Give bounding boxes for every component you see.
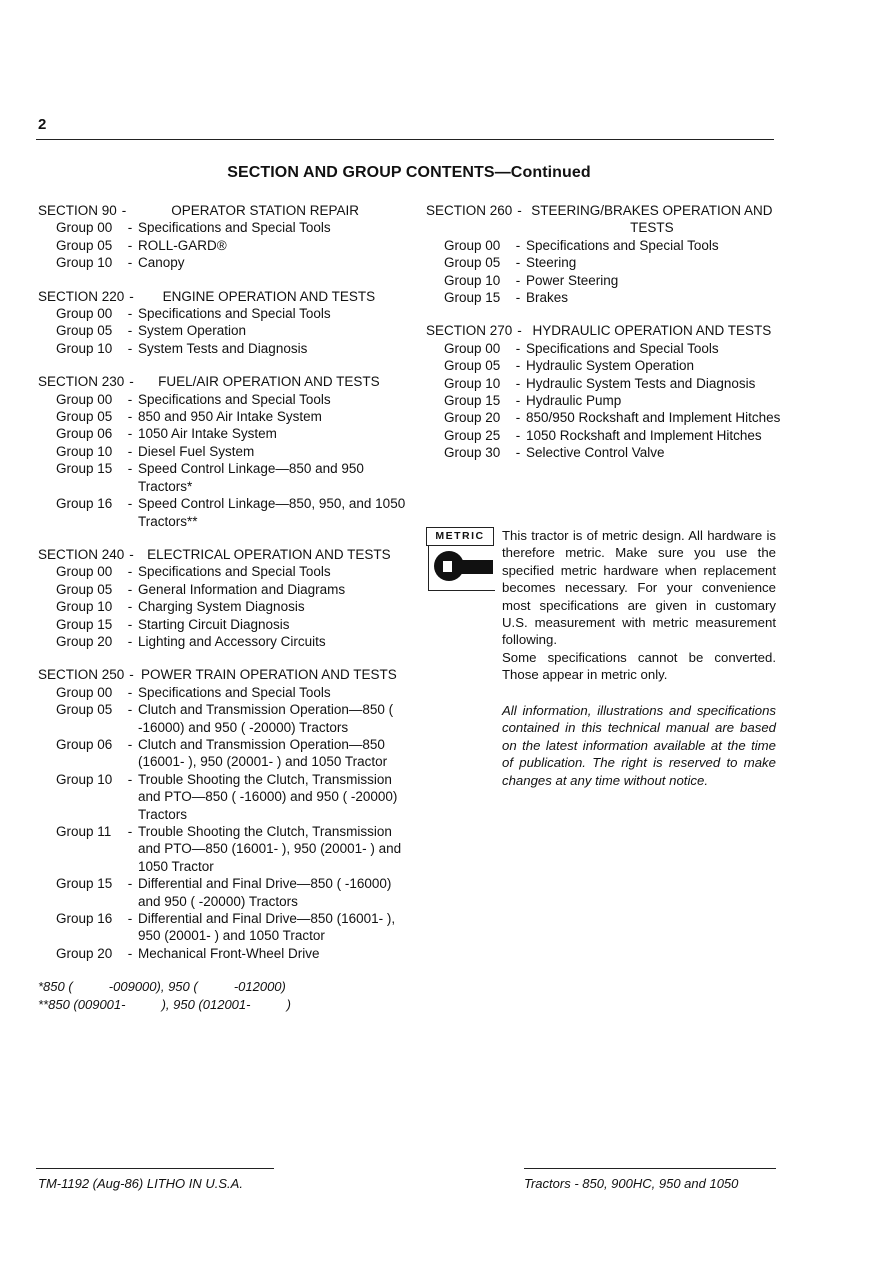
group-title: General Information and Diagrams xyxy=(138,581,346,597)
section-dash: - xyxy=(517,203,522,218)
group-dash: - xyxy=(127,391,133,407)
metric-badge xyxy=(426,527,496,593)
metric-notice xyxy=(426,527,776,790)
group-dash: - xyxy=(127,736,133,752)
section-heading xyxy=(38,546,408,563)
group-number: Group 15 xyxy=(444,290,501,306)
group-number: Group 05 xyxy=(56,581,113,597)
group-title: Steering xyxy=(526,255,577,271)
section-dash: - xyxy=(121,203,127,218)
group-title: Specifications and Special Tools xyxy=(138,684,331,700)
section-number: SECTION 260 xyxy=(426,203,513,218)
group-dash: - xyxy=(127,599,133,615)
metric-text-2: Some specifications cannot be converted. Those appear in metric only. xyxy=(502,649,776,683)
group-number: Group 06 xyxy=(56,426,113,442)
left-column xyxy=(38,202,408,1013)
section-title: POWER TRAIN OPERATION AND TESTS xyxy=(140,667,397,683)
group-title: Diesel Fuel System xyxy=(138,443,255,459)
group-dash: - xyxy=(127,426,133,442)
group-number: Group 16 xyxy=(56,496,113,512)
group-dash: - xyxy=(127,409,133,425)
group-number: Group 10 xyxy=(56,771,113,787)
group-number: Group 20 xyxy=(56,633,113,649)
footnotes xyxy=(38,978,408,1013)
section-heading xyxy=(38,288,408,305)
group-number: Group 20 xyxy=(56,945,113,961)
group-title: Specifications and Special Tools xyxy=(526,237,719,253)
group-dash: - xyxy=(127,323,133,339)
section-title: STEERING/BRAKES OPERATION AND TESTS xyxy=(531,203,773,236)
group-row xyxy=(38,443,408,460)
section-title: HYDRAULIC OPERATION AND TESTS xyxy=(532,323,772,339)
group-title: Mechanical Front-Wheel Drive xyxy=(138,945,320,961)
section xyxy=(38,373,408,530)
group-row xyxy=(38,823,408,875)
group-title: Hydraulic System Tests and Diagnosis xyxy=(526,375,756,391)
disclaimer: All information, illustrations and specifications contained in this technical manual are based on the latest information available at the time of publication. The right is reserved to make changes at any time without notice. xyxy=(502,702,776,789)
group-row xyxy=(38,425,408,442)
group-dash: - xyxy=(127,633,133,649)
section-title: OPERATOR STATION REPAIR xyxy=(171,203,360,218)
section-heading xyxy=(426,322,786,339)
section-number: SECTION 90 xyxy=(38,203,117,218)
group-dash: - xyxy=(127,911,133,927)
group-title: System Operation xyxy=(138,323,247,339)
section-number: SECTION 220 xyxy=(38,288,125,304)
group-number: Group 05 xyxy=(56,702,113,718)
group-number: Group 10 xyxy=(444,375,501,391)
wrench-icon xyxy=(428,546,495,591)
group-title: Starting Circuit Diagnosis xyxy=(138,616,290,632)
group-dash: - xyxy=(127,461,133,477)
section-number: SECTION 240 xyxy=(38,546,125,562)
group-number: Group 10 xyxy=(56,255,113,271)
group-dash: - xyxy=(127,684,133,700)
group-title: Specifications and Special Tools xyxy=(138,220,331,236)
footer-right: Tractors - 850, 900HC, 950 and 1050 xyxy=(524,1176,739,1191)
group-row xyxy=(38,633,408,650)
group-dash: - xyxy=(127,876,133,892)
group-number: Group 15 xyxy=(56,616,113,632)
group-number: Group 20 xyxy=(444,410,501,426)
group-title: Brakes xyxy=(526,290,569,306)
footer-rule-right xyxy=(524,1168,776,1169)
group-dash: - xyxy=(127,496,133,512)
group-dash: - xyxy=(127,220,133,236)
group-row xyxy=(38,340,408,357)
group-number: Group 15 xyxy=(444,393,501,409)
group-title: Charging System Diagnosis xyxy=(138,599,305,615)
group-row xyxy=(38,305,408,322)
group-title: Specifications and Special Tools xyxy=(138,564,331,580)
group-dash: - xyxy=(515,358,521,374)
group-number: Group 10 xyxy=(444,272,501,288)
footnote: **850 (009001- ), 950 (012001- ) xyxy=(38,996,291,1012)
group-title: Canopy xyxy=(138,255,185,271)
section-dash: - xyxy=(129,667,134,683)
group-dash: - xyxy=(515,427,521,443)
group-dash: - xyxy=(127,616,133,632)
group-row xyxy=(38,701,408,736)
section xyxy=(38,666,408,962)
group-dash: - xyxy=(515,410,521,426)
section xyxy=(38,288,408,358)
group-number: Group 05 xyxy=(56,409,113,425)
group-dash: - xyxy=(515,340,521,356)
group-row xyxy=(38,408,408,425)
group-dash: - xyxy=(127,443,133,459)
group-title: Differential and Final Drive—850 ( -16000) and 950 ( -20000) Tractors xyxy=(138,876,392,909)
group-title: System Tests and Diagnosis xyxy=(138,340,308,356)
metric-label: METRIC xyxy=(426,527,494,546)
group-dash: - xyxy=(127,771,133,787)
group-number: Group 00 xyxy=(444,340,501,356)
group-row xyxy=(426,289,786,306)
section-title: ENGINE OPERATION AND TESTS xyxy=(162,288,376,304)
group-dash: - xyxy=(515,237,521,253)
group-title: Specifications and Special Tools xyxy=(526,340,719,356)
group-dash: - xyxy=(127,824,133,839)
section-dash: - xyxy=(129,374,134,390)
section-dash: - xyxy=(517,323,522,339)
group-dash: - xyxy=(515,445,521,461)
group-title: Power Steering xyxy=(526,272,619,288)
group-row xyxy=(426,427,786,444)
section-number: SECTION 270 xyxy=(426,323,513,339)
group-dash: - xyxy=(127,581,133,597)
footer-rule-left xyxy=(36,1168,274,1169)
group-dash: - xyxy=(127,702,133,718)
group-dash: - xyxy=(127,237,133,253)
group-title: Specifications and Special Tools xyxy=(138,391,331,407)
section-heading xyxy=(38,373,408,390)
group-number: Group 06 xyxy=(56,736,113,752)
group-title: Trouble Shooting the Clutch, Transmission and PTO—850 ( -16000) and 950 ( -20000) Tractors xyxy=(138,771,398,822)
group-title: ROLL-GARD® xyxy=(138,237,227,253)
group-title: Hydraulic System Operation xyxy=(526,358,695,374)
group-number: Group 16 xyxy=(56,911,113,927)
group-row xyxy=(38,563,408,580)
group-row xyxy=(38,598,408,615)
group-row xyxy=(38,910,408,945)
group-number: Group 00 xyxy=(56,306,113,322)
group-title: Hydraulic Pump xyxy=(526,393,622,409)
group-number: Group 00 xyxy=(444,237,501,253)
group-title: Lighting and Accessory Circuits xyxy=(138,633,326,649)
group-dash: - xyxy=(515,375,521,391)
group-number: Group 05 xyxy=(56,237,113,253)
group-dash: - xyxy=(515,393,521,409)
group-row xyxy=(426,357,786,374)
section xyxy=(426,202,786,306)
group-number: Group 10 xyxy=(56,340,113,356)
section-heading xyxy=(38,202,408,219)
group-number: Group 15 xyxy=(56,461,113,477)
group-dash: - xyxy=(127,564,133,580)
section xyxy=(38,546,408,650)
group-title: Specifications and Special Tools xyxy=(138,306,331,322)
group-dash: - xyxy=(515,290,521,306)
group-row xyxy=(426,340,786,357)
group-number: Group 00 xyxy=(56,391,113,407)
group-title: Trouble Shooting the Clutch, Transmission and PTO—850 (16001- ), 950 (20001- ) and 1050 Tractor xyxy=(138,824,402,874)
metric-text: This tractor is of metric design. All hardware is therefore metric. Make sure you use the specified metric hardware when replacement becomes necessary. For your convenience most specifications are given in customary U.S. measurement with metric measurement following. xyxy=(502,528,776,648)
group-number: Group 30 xyxy=(444,445,501,461)
group-row xyxy=(38,460,408,495)
group-dash: - xyxy=(515,272,521,288)
section-dash: - xyxy=(129,546,134,562)
section-heading xyxy=(38,666,408,683)
group-title: Clutch and Transmission Operation—850 (16001- ), 950 (20001- ) and 1050 Tractor xyxy=(138,736,388,770)
group-row xyxy=(426,409,786,426)
section-number: SECTION 250 xyxy=(38,667,125,683)
group-row xyxy=(426,392,786,409)
group-dash: - xyxy=(127,306,133,322)
group-number: Group 00 xyxy=(56,684,113,700)
group-row xyxy=(38,391,408,408)
group-row xyxy=(38,219,408,236)
group-title: 1050 Air Intake System xyxy=(138,426,277,442)
group-dash: - xyxy=(515,255,521,271)
page-title: SECTION AND GROUP CONTENTS—Continued xyxy=(227,164,591,181)
section-number: SECTION 230 xyxy=(38,374,125,390)
section-title: FUEL/AIR OPERATION AND TESTS xyxy=(158,374,380,390)
group-title: Speed Control Linkage—850, 950, and 1050 Tractors** xyxy=(138,496,406,529)
group-number: Group 25 xyxy=(444,427,501,443)
group-row xyxy=(38,736,408,771)
section-heading xyxy=(426,202,786,237)
group-title: Clutch and Transmission Operation—850 ( -16000) and 950 ( -20000) Tractors xyxy=(138,702,394,735)
group-dash: - xyxy=(127,340,133,356)
group-number: Group 00 xyxy=(56,564,113,580)
section-dash: - xyxy=(129,288,134,304)
group-row xyxy=(38,684,408,701)
group-number: Group 10 xyxy=(56,599,113,615)
group-number: Group 11 xyxy=(56,824,112,839)
group-title: 1050 Rockshaft and Implement Hitches xyxy=(526,427,762,443)
top-rule xyxy=(36,139,774,140)
group-number: Group 15 xyxy=(56,876,113,892)
page-number: 2 xyxy=(38,116,47,133)
group-row xyxy=(426,272,786,289)
group-number: Group 00 xyxy=(56,220,113,236)
group-row xyxy=(38,495,408,530)
group-row xyxy=(38,945,408,962)
group-number: Group 05 xyxy=(444,358,501,374)
group-row xyxy=(38,616,408,633)
section xyxy=(426,322,786,461)
group-row xyxy=(426,444,786,461)
group-number: Group 10 xyxy=(56,443,113,459)
group-title: Differential and Final Drive—850 (16001- ), 950 (20001- ) and 1050 Tractor xyxy=(138,911,396,944)
section xyxy=(38,202,408,272)
group-row xyxy=(38,322,408,339)
group-row xyxy=(38,875,408,910)
group-row xyxy=(38,581,408,598)
group-row xyxy=(38,254,408,271)
group-row xyxy=(426,254,786,271)
footnote: *850 ( -009000), 950 ( -012000) xyxy=(38,979,286,995)
group-title: 850/950 Rockshaft and Implement Hitches xyxy=(526,410,781,426)
group-dash: - xyxy=(127,945,133,961)
right-column xyxy=(426,202,786,478)
group-title: Speed Control Linkage—850 and 950 Tractors* xyxy=(138,461,364,494)
group-title: 850 and 950 Air Intake System xyxy=(138,409,322,425)
group-row xyxy=(426,237,786,254)
footer-left: TM-1192 (Aug-86) LITHO IN U.S.A. xyxy=(38,1176,243,1191)
group-row xyxy=(38,771,408,823)
group-number: Group 05 xyxy=(56,323,113,339)
group-row xyxy=(426,375,786,392)
group-title: Selective Control Valve xyxy=(526,445,665,461)
group-dash: - xyxy=(127,255,133,271)
group-number: Group 05 xyxy=(444,255,501,271)
section-title: ELECTRICAL OPERATION AND TESTS xyxy=(147,546,391,562)
group-row xyxy=(38,237,408,254)
